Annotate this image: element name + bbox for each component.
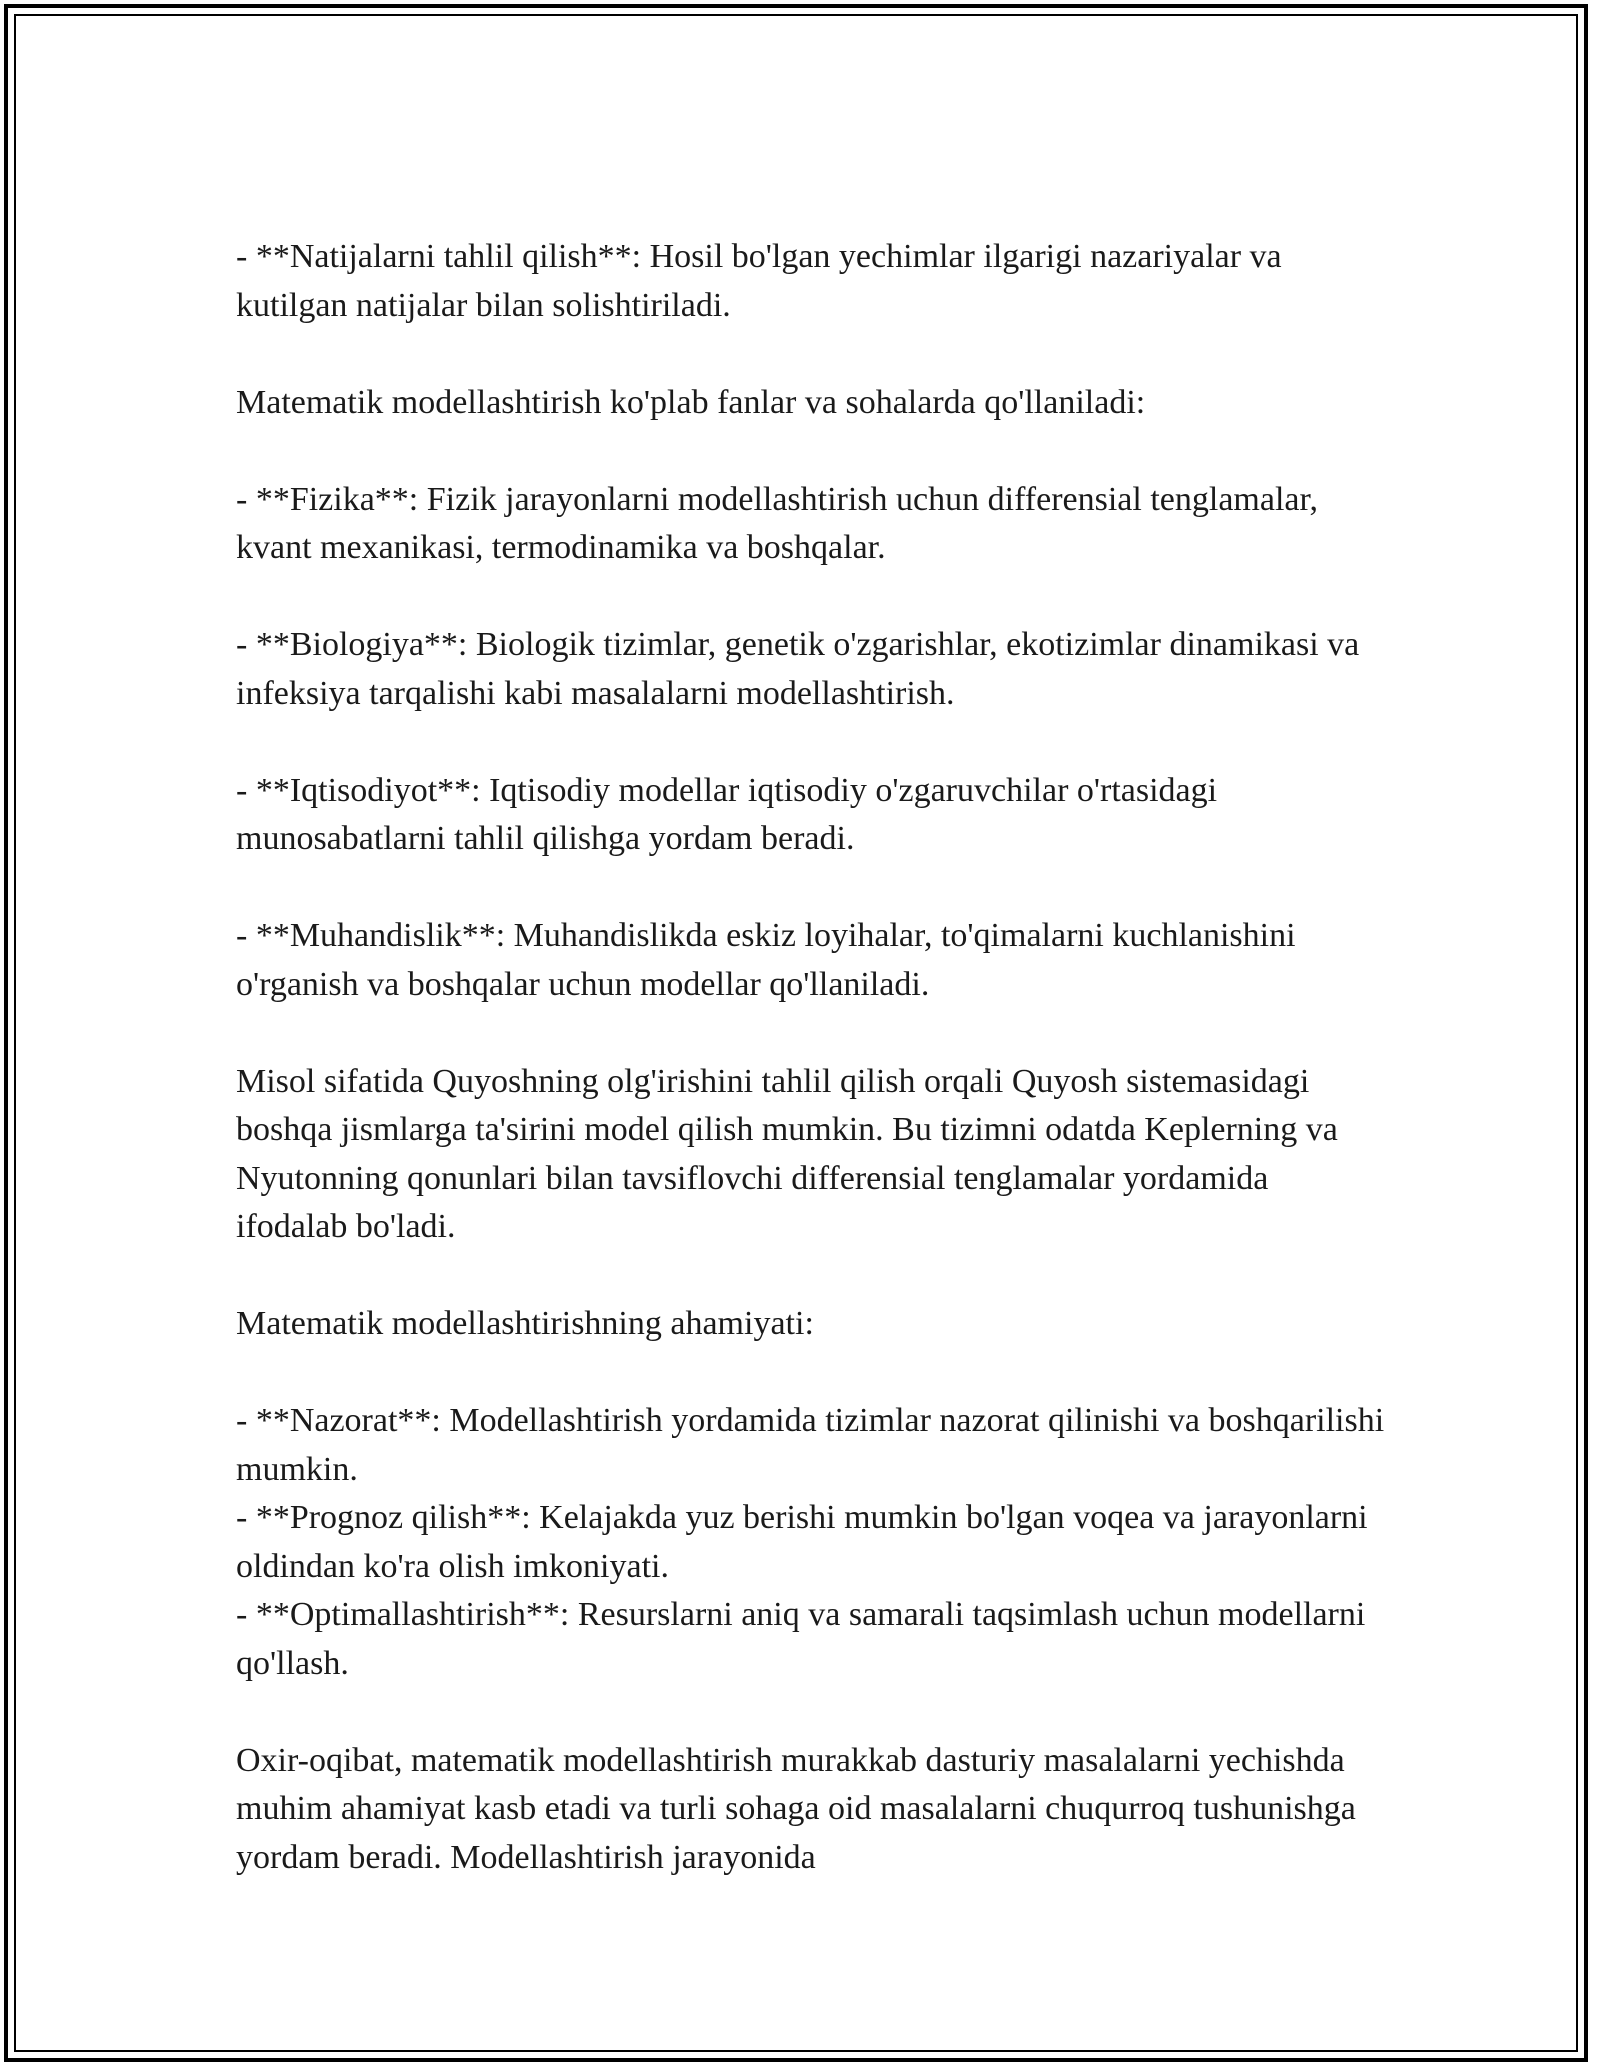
paragraph-gap: [236, 1252, 1386, 1301]
paragraph-iqtisodiyot: - **Iqtisodiyot**: Iqtisodiy modellar iqtisodiy o'zgaruvchilar o'rtasidagi munosabatlarni tahlil qilishga yordam beradi.: [236, 771, 1218, 857]
paragraph-gap: [236, 1688, 1386, 1737]
paragraph-gap: [236, 864, 1386, 913]
document-body: [236, 233, 1386, 1882]
paragraph-oxir-oqibat: Oxir-oqibat, matematik modellashtirish murakkab dasturiy masalalarni yechishda muhim ahamiyat kasb etadi va turli sohaga oid masalalarni chuqurroq tushunishga yordam beradi. Modellashtirish jarayonida: [236, 1741, 1356, 1876]
paragraph-gap: [236, 718, 1386, 767]
paragraph-gap: [236, 330, 1386, 379]
paragraph-intro-fields: Matematik modellashtirish ko'plab fanlar va sohalarda qo'llaniladi:: [236, 383, 1146, 421]
paragraph-nazorat: - **Nazorat**: Modellashtirish yordamida tizimlar nazorat qilinishi va boshqarilishi mumkin.: [236, 1402, 1385, 1488]
paragraph-misol: Misol sifatida Quyoshning olg'irishini tahlil qilish orqali Quyosh sistemasidagi boshqa jismlarga ta'sirini model qilish mumkin. Bu tizimni odatda Keplerning va Nyutonning qonunlari bilan tavsiflovchi differensial tenglamalar yordamida ifodalab bo'ladi.: [236, 1062, 1338, 1245]
paragraph-fizika: - **Fizika**: Fizik jarayonlarni modellashtirish uchun differensial tenglamalar, kvant mexanikasi, termodinamika va boshqalar.: [236, 480, 1318, 566]
paragraph-natijalar: - **Natijalarni tahlil qilish**: Hosil bo'lgan yechimlar ilgarigi nazariyalar va kutilgan natijalar bilan solishtiriladi.: [236, 238, 1282, 324]
paragraph-gap: [236, 427, 1386, 476]
paragraph-gap: [236, 573, 1386, 622]
paragraph-muhandislik: - **Muhandislik**: Muhandislikda eskiz loyihalar, to'qimalarni kuchlanishini o'rganish va boshqalar uchun modellar qo'llaniladi.: [236, 917, 1296, 1003]
paragraph-ahamiyati: Matematik modellashtirishning ahamiyati:: [236, 1305, 814, 1342]
paragraph-gap: [236, 1009, 1386, 1058]
paragraph-optimallashtirish: - **Optimallashtirish**: Resurslarni aniq va samarali taqsimlash uchun modellarni qo'llash.: [236, 1596, 1366, 1682]
paragraph-biologiya: - **Biologiya**: Biologik tizimlar, genetik o'zgarishlar, ekotizimlar dinamikasi va infeksiya tarqalishi kabi masalalarni modellashtirish.: [236, 626, 1360, 712]
paragraph-prognoz: - **Prognoz qilish**: Kelajakda yuz berishi mumkin bo'lgan voqea va jarayonlarni oldindan ko'ra olish imkoniyati.: [236, 1499, 1368, 1585]
paragraph-gap: [236, 1349, 1386, 1398]
